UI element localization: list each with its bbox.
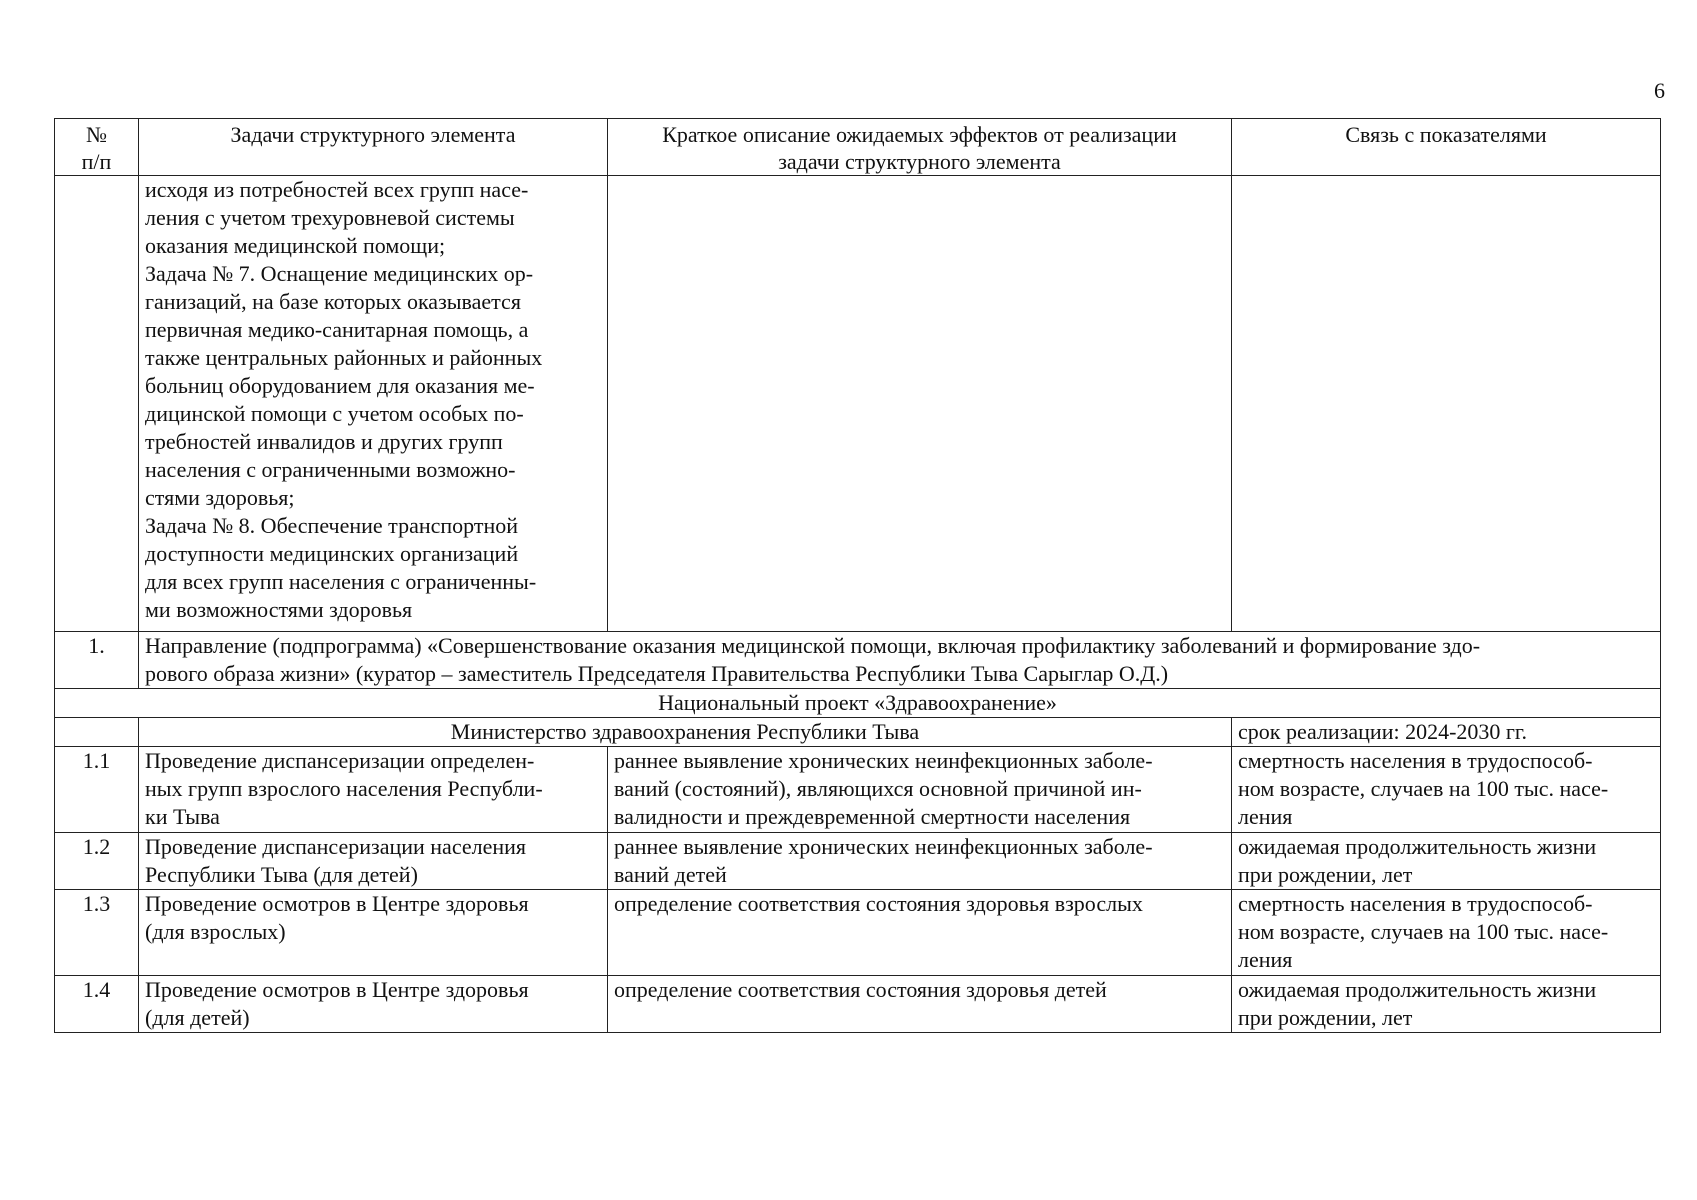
row-num: 1.4 <box>55 976 139 1033</box>
row-effect <box>608 833 1232 890</box>
continuation-tasks-cell <box>139 176 608 632</box>
direction-row <box>55 632 1661 689</box>
header-tasks <box>139 119 608 176</box>
header-num-line-2: п/п <box>81 149 112 174</box>
row-indicator-line: при рождении, лет <box>1238 1005 1413 1030</box>
continuation-effects-cell <box>608 176 1232 632</box>
row-task-line: (для взрослых) <box>145 919 286 944</box>
continuation-line: стями здоровья; <box>145 485 295 510</box>
continuation-line: ми возможностями здоровья <box>145 597 413 622</box>
continuation-row <box>55 176 1661 632</box>
direction-text <box>139 632 1661 689</box>
header-effects-line-2: задачи структурного элемента <box>778 149 1061 174</box>
row-indicator-line: смертность населения в трудоспособ- <box>1238 891 1593 916</box>
table-row <box>55 976 1661 1033</box>
row-task-line: Проведение осмотров в Центре здоровья <box>145 891 529 916</box>
row-indicator-line: ления <box>1238 947 1293 972</box>
table-row <box>55 833 1661 890</box>
row-indicator-line: ном возрасте, случаев на 100 тыс. насе- <box>1238 919 1609 944</box>
header-indicators-text: Связь с показателями <box>1345 122 1547 147</box>
national-project-title: Национальный проект «Здравоохранение» <box>55 689 1661 718</box>
row-effect-line: определение соответствия состояния здоровья детей <box>614 977 1107 1002</box>
table-header-row <box>55 119 1661 176</box>
table-row <box>55 747 1661 833</box>
continuation-line: требностей инвалидов и других групп <box>145 429 503 454</box>
row-task <box>139 747 608 833</box>
direction-num: 1. <box>55 632 139 689</box>
row-num: 1.1 <box>55 747 139 833</box>
header-effects <box>608 119 1232 176</box>
row-indicator-line: ления <box>1238 804 1293 829</box>
row-effect-line: определение соответствия состояния здоровья взрослых <box>614 891 1143 916</box>
continuation-line: для всех групп населения с ограниченны- <box>145 569 537 594</box>
continuation-line: также центральных районных и районных <box>145 345 543 370</box>
row-num: 1.3 <box>55 890 139 976</box>
row-effect-line: ваний (состояний), являющихся основной причиной ин- <box>614 776 1142 801</box>
structural-element-table <box>54 118 1661 1033</box>
continuation-line: оказания медицинской помощи; <box>145 233 446 258</box>
row-indicator-line: ном возрасте, случаев на 100 тыс. насе- <box>1238 776 1609 801</box>
row-indicator-line: ожидаемая продолжительность жизни <box>1238 977 1597 1002</box>
ministry-term: срок реализации: 2024-2030 гг. <box>1232 718 1661 747</box>
continuation-line: дицинской помощи с учетом особых по- <box>145 401 524 426</box>
row-task <box>139 890 608 976</box>
row-task <box>139 833 608 890</box>
continuation-num-cell <box>55 176 139 632</box>
header-tasks-text: Задачи структурного элемента <box>230 122 516 147</box>
row-effect-line: ваний детей <box>614 862 727 887</box>
row-indicator-line: при рождении, лет <box>1238 862 1413 887</box>
row-indicator <box>1232 747 1661 833</box>
task-rows <box>55 747 1661 1033</box>
continuation-line: Задача № 7. Оснащение медицинских ор- <box>145 261 534 286</box>
continuation-line: Задача № 8. Обеспечение транспортной <box>145 513 519 538</box>
continuation-line: первичная медико-санитарная помощь, а <box>145 317 529 342</box>
row-indicator <box>1232 833 1661 890</box>
header-num-line-1: № <box>86 122 107 147</box>
row-task-line: Проведение диспансеризации населения <box>145 834 527 859</box>
ministry-name: Министерство здравоохранения Республики Тыва <box>139 718 1232 747</box>
row-task-line: (для детей) <box>145 1005 250 1030</box>
row-indicator-line: смертность населения в трудоспособ- <box>1238 748 1593 773</box>
continuation-line: населения с ограниченными возможно- <box>145 457 516 482</box>
row-task-line: Республики Тыва (для детей) <box>145 862 418 887</box>
continuation-line: доступности медицинских организаций <box>145 541 519 566</box>
row-effect-line: раннее выявление хронических неинфекционных заболе- <box>614 834 1153 859</box>
row-effect <box>608 890 1232 976</box>
row-effect <box>608 976 1232 1033</box>
header-indicators <box>1232 119 1661 176</box>
row-indicator <box>1232 976 1661 1033</box>
ministry-num-cell <box>55 718 139 747</box>
row-effect-line: валидности и преждевременной смертности населения <box>614 804 1131 829</box>
page-number: 6 <box>1654 78 1665 103</box>
row-task-line: ки Тыва <box>145 804 220 829</box>
row-indicator-line: ожидаемая продолжительность жизни <box>1238 834 1597 859</box>
continuation-line: больниц оборудованием для оказания ме- <box>145 373 535 398</box>
ministry-row <box>55 718 1661 747</box>
direction-line-1: Направление (подпрограмма) «Совершенствование оказания медицинской помощи, включая профилактику заболеваний и формирование здо- <box>145 633 1481 658</box>
continuation-line: ления с учетом трехуровневой системы <box>145 205 515 230</box>
national-project-row <box>55 689 1661 718</box>
continuation-indicators-cell <box>1232 176 1661 632</box>
row-effect <box>608 747 1232 833</box>
continuation-line: ганизаций, на базе которых оказывается <box>145 289 521 314</box>
row-effect-line: раннее выявление хронических неинфекционных заболе- <box>614 748 1153 773</box>
row-task <box>139 976 608 1033</box>
header-effects-line-1: Краткое описание ожидаемых эффектов от реализации <box>662 122 1177 147</box>
row-task-line: Проведение диспансеризации определен- <box>145 748 535 773</box>
row-task-line: ных групп взрослого населения Республи- <box>145 776 543 801</box>
row-num: 1.2 <box>55 833 139 890</box>
row-indicator <box>1232 890 1661 976</box>
row-task-line: Проведение осмотров в Центре здоровья <box>145 977 529 1002</box>
table-row <box>55 890 1661 976</box>
header-num <box>55 119 139 176</box>
direction-line-2: рового образа жизни» (куратор – заместитель Председателя Правительства Республики Тыва Сарыглар О.Д.) <box>145 661 1169 686</box>
continuation-line: исходя из потребностей всех групп насе- <box>145 177 529 202</box>
